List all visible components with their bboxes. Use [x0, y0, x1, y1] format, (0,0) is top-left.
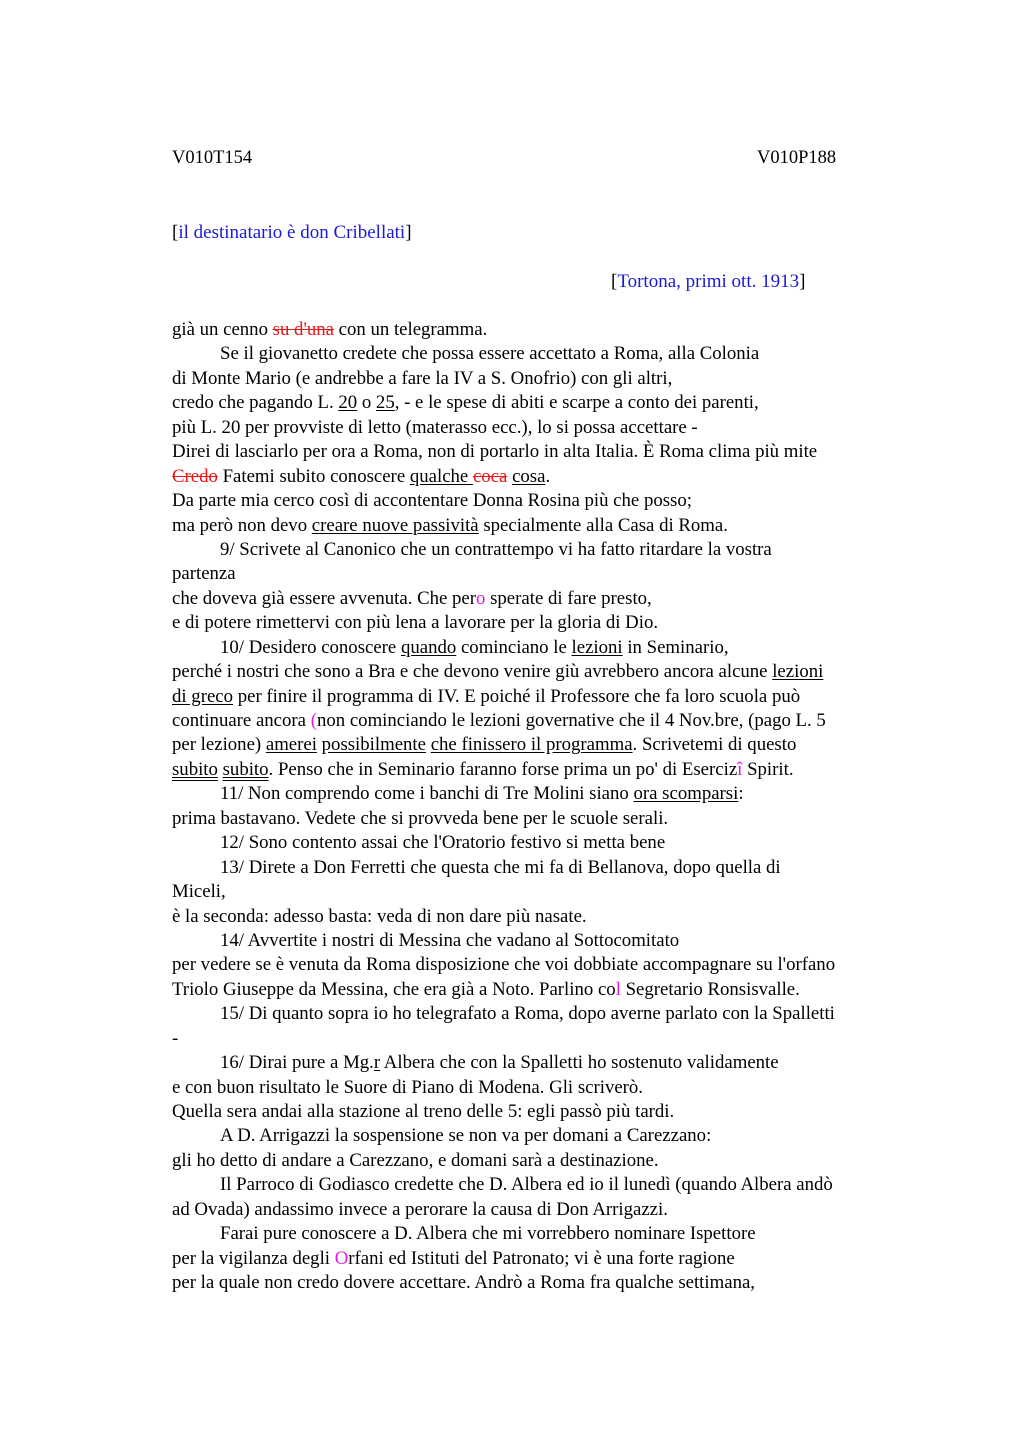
text-segment: 10/ Desidero conoscere	[220, 636, 401, 658]
text-line	[172, 782, 912, 806]
double-underlined-text: subito	[172, 758, 218, 780]
text-line	[172, 1002, 912, 1026]
text-segment: Da parte mia cerco così di accontentare Donna Rosina più che posso;	[172, 490, 692, 512]
text-line	[172, 1051, 912, 1075]
text-segment: Triolo Giuseppe da Messina, che era già a Noto. Parlino co	[172, 978, 616, 1000]
underlined-text: di greco	[172, 685, 234, 707]
text-segment: partenza	[172, 563, 236, 585]
text-line	[172, 1027, 912, 1051]
letter-body	[172, 318, 912, 1296]
underlined-text: che finissero il programma	[430, 734, 633, 756]
text-segment: per vedere se è venuta da Roma disposizione che voi dobbiate accompagnare su l'orfano	[172, 954, 836, 976]
underlined-text: cosa	[512, 465, 546, 487]
text-segment: per lezione)	[172, 734, 266, 756]
text-segment: non cominciando le lezioni governative che il 4 Nov.bre, (pago L. 5	[316, 710, 826, 731]
text-segment: 14/ Avvertite i nostri di Messina che vadano al Sottocomitato	[220, 929, 680, 951]
page-code-right: V010P188	[757, 148, 837, 168]
recipient-note	[172, 221, 412, 245]
text-line	[172, 831, 912, 855]
underlined-text: lezioni	[772, 661, 824, 683]
text-segment: .	[545, 465, 551, 487]
text-segment: 13/ Direte a Don Ferretti che questa che mi fa di Bellanova, dopo quella di	[220, 856, 781, 878]
text-segment: A D. Arrigazzi la sospensione se non va per domani a Carezzano:	[220, 1125, 712, 1147]
text-segment: 15/ Di quanto sopra io ho telegrafato a Roma, dopo averne parlato con la Spalletti	[220, 1003, 835, 1025]
text-segment: credo che pagando L.	[172, 392, 339, 414]
text-segment: già un cenno	[172, 319, 273, 340]
underlined-text: possibilmente	[321, 734, 426, 756]
editor-correction: o	[476, 587, 486, 609]
text-line	[172, 1124, 912, 1148]
text-line	[172, 1149, 912, 1173]
text-segment: cominciano le	[456, 636, 572, 658]
text-line	[172, 1198, 912, 1222]
bracket-open: [	[172, 222, 179, 243]
text-segment: sperate di fare presto,	[485, 587, 652, 609]
text-line	[172, 807, 912, 831]
text-line	[172, 636, 912, 660]
text-line	[172, 465, 912, 489]
text-segment: gli ho detto di andare a Carezzano, e domani sarà a destinazione.	[172, 1149, 659, 1171]
text-line	[172, 856, 912, 880]
text-segment: Miceli,	[172, 881, 226, 903]
text-line	[172, 611, 912, 635]
text-segment: 12/ Sono contento assai che l'Oratorio festivo si metta bene	[220, 832, 666, 854]
text-segment: Spirit.	[742, 758, 794, 780]
underlined-text: amerei	[265, 734, 317, 756]
text-line	[172, 660, 912, 684]
text-line	[172, 489, 912, 513]
text-segment: in Seminario,	[622, 636, 729, 658]
editor-correction: î	[737, 758, 743, 780]
text-segment: , - e le spese di abiti e scarpe a conto dei parenti,	[394, 392, 759, 414]
text-line	[172, 953, 912, 977]
text-segment: . Scrivetemi di questo	[632, 734, 797, 756]
text-segment: 11/ Non comprendo come i banchi di Tre Molini siano	[220, 783, 634, 805]
text-segment: 16/ Dirai pure a Mg.	[220, 1052, 374, 1074]
text-line	[172, 1271, 912, 1295]
text-line	[172, 391, 912, 415]
text-segment: Quella sera andai alla stazione al treno delle 5: egli passò più tardi.	[172, 1101, 675, 1122]
editor-correction: O	[334, 1247, 349, 1269]
bracket-close: ]	[799, 271, 806, 292]
underlined-text: creare nuove passività	[311, 514, 479, 536]
text-segment: specialmente alla Casa di Roma.	[478, 514, 728, 536]
underlined-text: quando	[400, 636, 457, 658]
text-segment: ma però non devo	[172, 514, 312, 536]
editor-correction: (	[310, 710, 317, 731]
deleted-text: Credo	[172, 465, 218, 487]
text-segment: che doveva già essere avvenuta. Che per	[172, 587, 477, 609]
text-segment: per la quale non credo dovere accettare. Andrò a Roma fra qualche settimana,	[172, 1272, 755, 1294]
text-segment: Il Parroco di Godiasco credette che D. Albera ed io il lunedì (quando Albera andò	[220, 1174, 833, 1196]
text-segment: :	[738, 783, 744, 805]
underlined-text: ora scomparsi	[633, 783, 739, 805]
document-code-left: V010T154	[172, 148, 253, 168]
text-segment: e con buon risultato le Suore di Piano di Modena. Gli scriverò.	[172, 1076, 644, 1098]
underlined-text: r	[373, 1052, 381, 1074]
text-segment: Fatemi subito conoscere	[217, 465, 410, 487]
text-line	[172, 978, 912, 1002]
deleted-text: su d'una	[272, 319, 334, 340]
text-line	[172, 342, 912, 366]
underlined-text: 25	[375, 392, 395, 414]
text-line	[172, 880, 912, 904]
double-underlined-text: subito	[222, 758, 269, 780]
text-segment: e di potere rimettervi con più lena a lavorare per la gloria di Dio.	[172, 612, 659, 634]
text-line	[172, 587, 912, 611]
text-segment: per finire il programma di IV. E poiché il Professore che fa loro scuola può	[233, 685, 801, 707]
text-line	[172, 685, 912, 709]
text-segment: 9/ Scrivete al Canonico che un contrattempo vi ha fatto ritardare la vostra	[220, 538, 772, 560]
text-line	[172, 905, 912, 929]
text-segment: -	[172, 1027, 179, 1049]
text-segment: . Penso che in Seminario faranno forse prima un po' di Eserciz	[268, 758, 738, 780]
text-segment: continuare ancora	[172, 710, 311, 731]
text-segment: rfani ed Istituti del Patronato; vi è una forte ragione	[348, 1247, 735, 1269]
text-line	[172, 367, 912, 391]
text-line	[172, 1173, 912, 1197]
text-segment: più L. 20 per provviste di letto (materasso ecc.), lo si possa accettare -	[172, 416, 698, 438]
text-segment: perché i nostri che sono a Bra e che devono venire giù avrebbero ancora alcune	[172, 661, 773, 683]
text-line	[172, 318, 912, 342]
underlined-text: lezioni	[571, 636, 623, 658]
bracket-open: [	[611, 271, 618, 292]
bracket-close: ]	[405, 222, 412, 243]
underlined-text: qualche	[409, 465, 473, 487]
text-segment: ad Ovada) andassimo invece a perorare la causa di Don Arrigazzi.	[172, 1198, 668, 1220]
text-segment: Se il giovanetto credete che possa essere accettato a Roma, alla Colonia	[220, 343, 760, 365]
text-segment: Direi di lasciarlo per ora a Roma, non di portarlo in alta Italia. È Roma clima più mite	[172, 441, 818, 463]
text-line	[172, 416, 912, 440]
text-line	[172, 1076, 912, 1100]
text-line	[172, 562, 912, 586]
text-line	[172, 1100, 912, 1124]
text-line	[172, 538, 912, 562]
text-line	[172, 709, 912, 733]
text-segment: Albera che con la Spalletti ho sostenuto validamente	[380, 1052, 779, 1074]
text-segment: per la vigilanza degli	[172, 1247, 335, 1269]
deleted-text: coca	[472, 465, 508, 487]
text-line	[172, 733, 912, 757]
recipient-text: il destinatario è don Cribellati	[178, 222, 406, 243]
place-date-note	[611, 270, 805, 294]
text-line	[172, 929, 912, 953]
text-segment: Segretario Ronsisvalle.	[620, 978, 800, 1000]
text-segment: con un telegramma.	[333, 319, 488, 340]
text-line	[172, 758, 912, 782]
text-segment: Farai pure conoscere a D. Albera che mi vorrebbero nominare Ispettore	[220, 1223, 756, 1245]
text-line	[172, 440, 912, 464]
text-segment: di Monte Mario (e andrebbe a fare la IV a S. Onofrio) con gli altri,	[172, 367, 673, 389]
text-line	[172, 1222, 912, 1246]
text-segment: o	[357, 392, 376, 414]
underlined-text: 20	[338, 392, 358, 414]
text-segment: è la seconda: adesso basta: veda di non dare più nasate.	[172, 905, 587, 927]
editor-correction: l	[615, 978, 621, 1000]
text-segment: prima bastavano. Vedete che si provveda bene per le scuole serali.	[172, 807, 669, 829]
text-line	[172, 1247, 912, 1271]
text-line	[172, 514, 912, 538]
place-date-text: Tortona, primi ott. 1913	[617, 271, 800, 292]
